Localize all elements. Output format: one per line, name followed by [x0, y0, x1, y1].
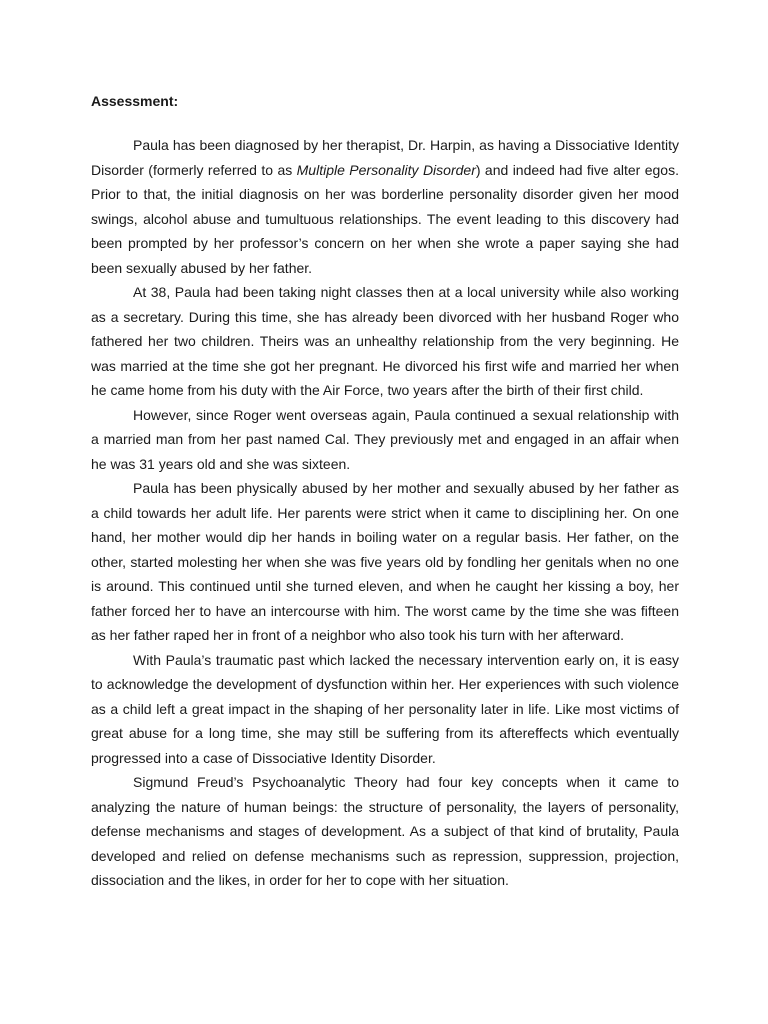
section-heading: Assessment: [91, 93, 179, 109]
paragraph-diagnosis [91, 133, 679, 280]
paragraph-freud-theory: Sigmund Freud’s Psychoanalytic Theory had four key concepts when it came to analyzing the nature of human beings: the structure of personality, the layers of personality, defense mechanisms and stages of development. As a subject of that kind of brutality, Paula developed and relied on defense mechanisms such as repression, suppression, projection, dissociation and the likes, in order for her to cope with her situation. [91, 774, 679, 888]
paragraph-abuse-history: Paula has been physically abused by her mother and sexually abused by her father as a child towards her adult life. Her parents were strict when it came to disciplining her. On one hand, her mother would dip her hands in boiling water on a regular basis. Her father, on the other, started molesting her when she was five years old by fondling her genitals when no one is around. This continued until she turned eleven, and when he caught her kissing a boy, her father forced her to have an intercourse with him. The worst came by the time she was fifteen as her father raped her in front of a neighbor who also took his turn with her afterward. [91, 480, 679, 643]
paragraph-affair: However, since Roger went overseas again, Paula continued a sexual relationship with a married man from her past named Cal. They previously met and engaged in an affair when he was 31 years old and she was sixteen. [91, 406, 679, 472]
paragraph-diagnosis-text-start: Paula has been diagnosed by her therapist, Dr. Harpin, as having a Dissociative Identity Disorder (formerly referred to as [91, 137, 679, 178]
paragraph-diagnosis-italic-term: Multiple Personality Disorder [296, 161, 476, 178]
document-page [91, 92, 679, 893]
paragraph-impact: With Paula’s traumatic past which lacked the necessary intervention early on, it is easy to acknowledge the development of dysfunction within her. Her experiences with such violence as a child left a great impact in the shaping of her personality later in life. Like most victims of great abuse for a long time, she may still be suffering from its aftereffects which eventually progressed into a case of Dissociative Identity Disorder. [91, 651, 679, 766]
paragraph-background: At 38, Paula had been taking night classes then at a local university while also working as a secretary. During this time, she has already been divorced with her husband Roger who fathered her two children. Theirs was an unhealthy relationship from the very beginning. He was married at the time she got her pregnant. He divorced his first wife and married her when he came home from his duty with the Air Force, two years after the birth of their first child. [91, 284, 679, 398]
paragraph-diagnosis-text-end: ) and indeed had five alter egos. Prior to that, the initial diagnosis on her was borderline personality disorder given her mood swings, alcohol abuse and tumultuous relationships. The event leading to this discovery had been prompted by her professor’s concern on her when she wrote a paper saying she had been sexually abused by her father. [91, 161, 679, 276]
